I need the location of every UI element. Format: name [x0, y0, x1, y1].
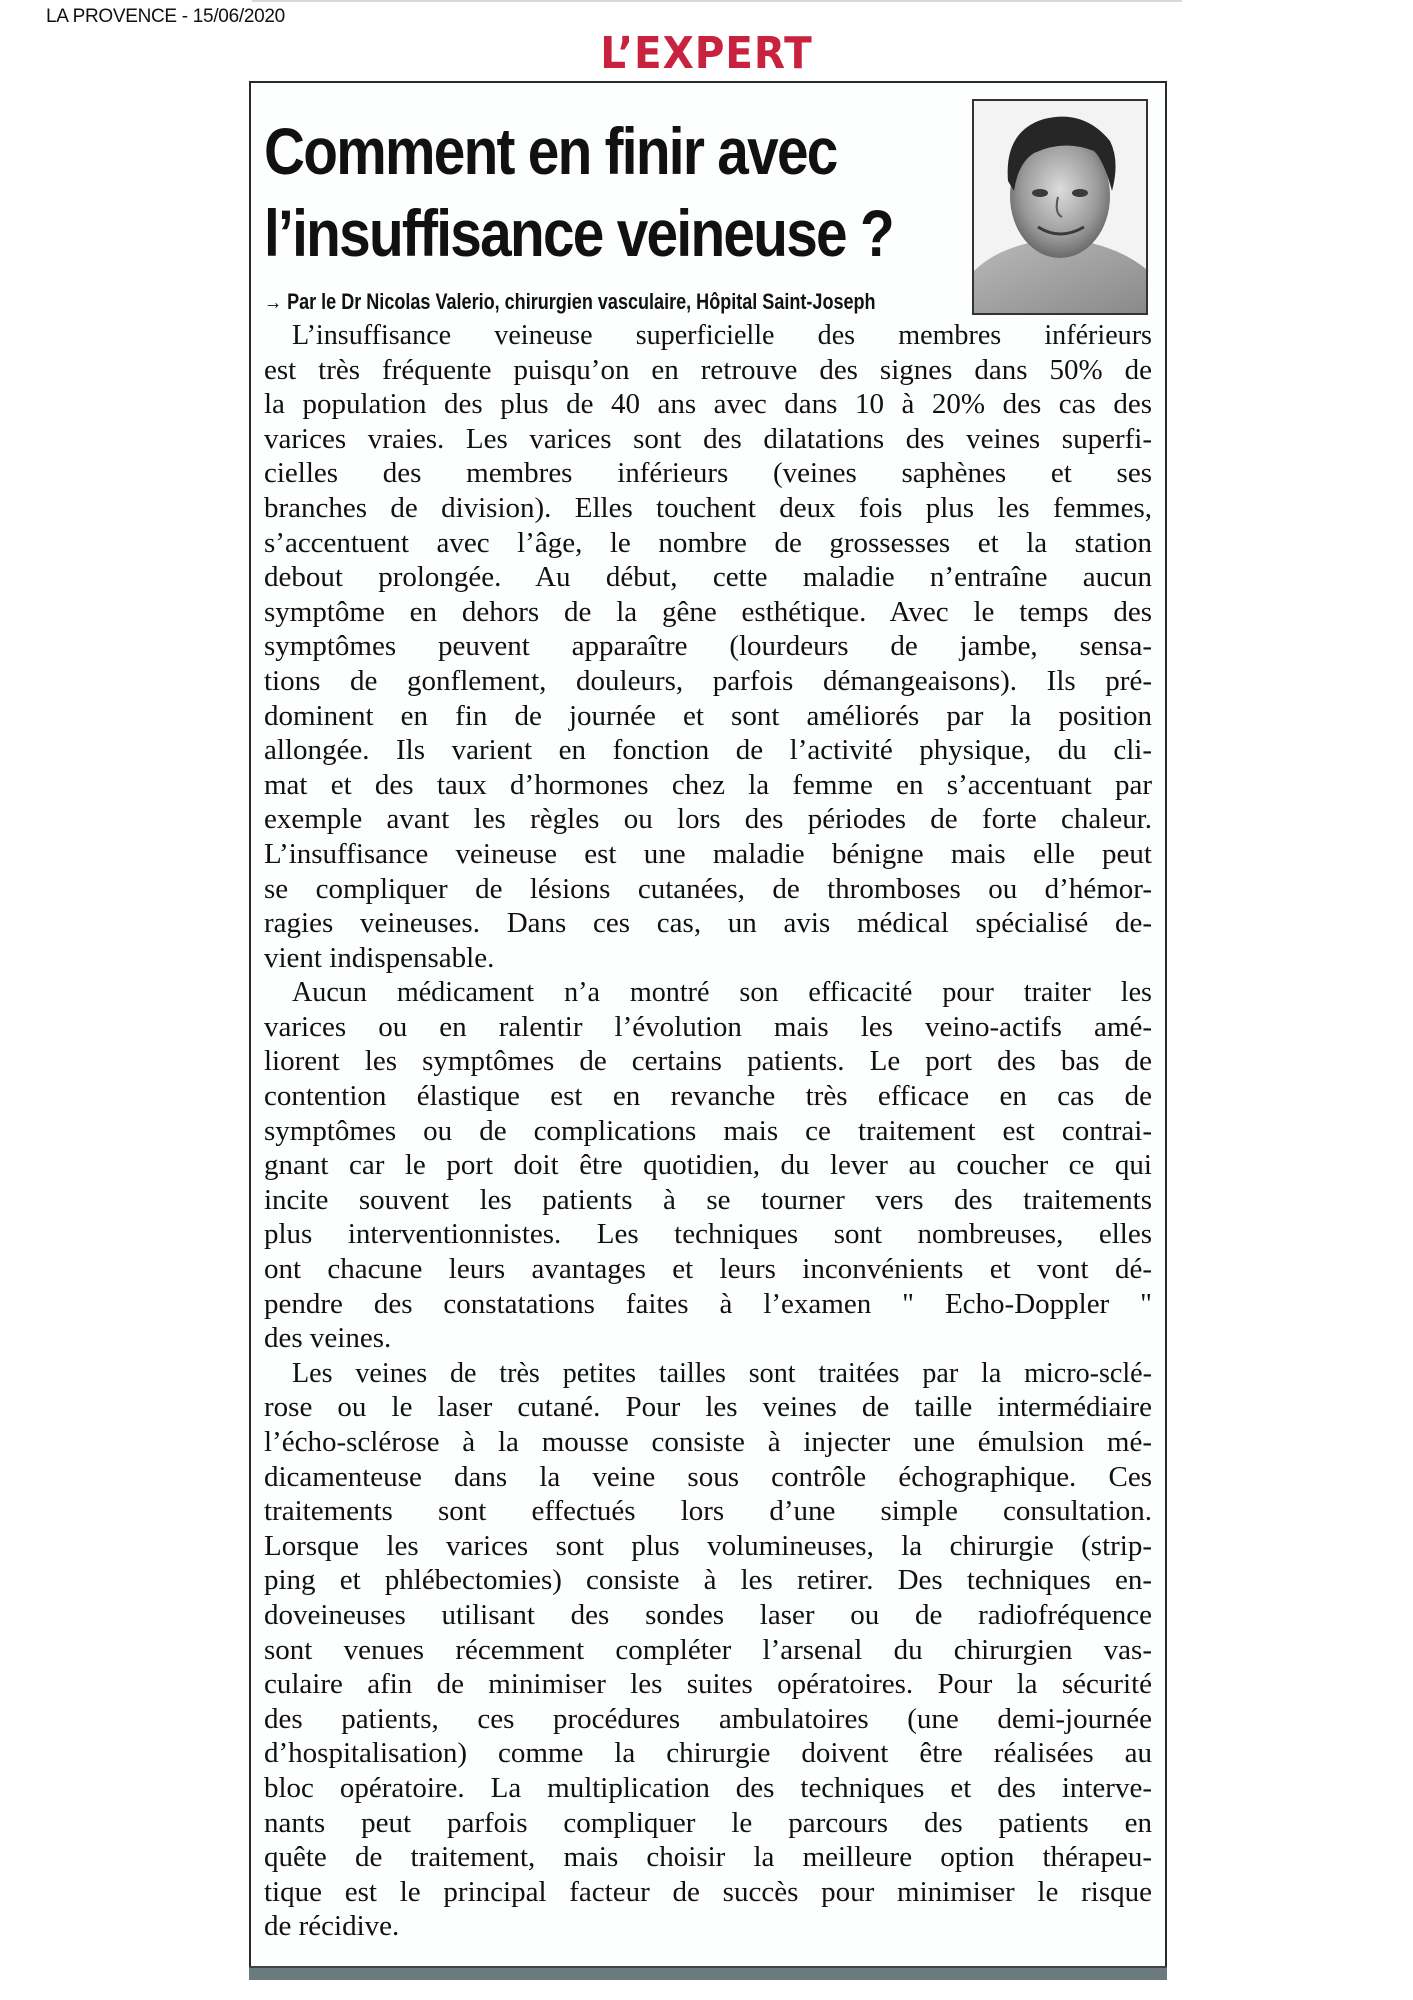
article-title	[264, 110, 893, 274]
article-line: la population des plus de 40 ans avec dans 10 à 20% des cas des	[264, 388, 1152, 421]
page-top-rule	[252, 0, 1182, 2]
article-line: gnant car le port doit être quotidien, du lever au coucher ce qui	[264, 1149, 1152, 1182]
section-rubric: L’EXPERT	[600, 28, 813, 79]
article-line: symptômes ou de complications mais ce traitement est contrai-	[264, 1114, 1152, 1147]
article-line: ont chacune leurs avantages et leurs inconvénients et vont dé-	[264, 1253, 1152, 1286]
article-line: traitements sont effectués lors d’une simple consultation.	[264, 1495, 1152, 1528]
author-portrait-image	[974, 101, 1146, 313]
article-line: doveineuses utilisant des sondes laser ou de radiofréquence	[264, 1598, 1152, 1631]
article-line: debout prolongée. Au début, cette maladie n’entraîne aucun	[264, 561, 1152, 594]
article-line: est très fréquente puisqu’on en retrouve des signes dans 50% de	[264, 353, 1152, 386]
article-line: se compliquer de lésions cutanées, de thromboses ou d’hémor-	[264, 872, 1152, 905]
article-line: d’hospitalisation) comme la chirurgie doivent être réalisées au	[264, 1737, 1152, 1770]
article-line: contention élastique est en revanche très efficace en cas de	[264, 1080, 1152, 1113]
article-line: tique est le principal facteur de succès pour minimiser le risque	[264, 1875, 1152, 1908]
arrow-right-icon: →	[264, 289, 283, 314]
bottom-bar	[249, 1966, 1167, 1980]
article-line: ragies veineuses. Dans ces cas, un avis médical spécialisé de-	[264, 907, 1152, 940]
article-line: s’accentuent avec l’âge, le nombre de grossesses et la station	[264, 526, 1152, 559]
article-paragraph	[264, 975, 1152, 1356]
article-byline	[264, 289, 876, 315]
source-label: LA PROVENCE - 15/06/2020	[46, 6, 285, 27]
article-title-line: Comment en finir avec	[264, 114, 837, 188]
article-line: dicamenteuse dans la veine sous contrôle échographique. Ces	[264, 1460, 1152, 1493]
article-line: nants peut parfois compliquer le parcours des patients en	[264, 1806, 1152, 1839]
article-line: Aucun médicament n’a montré son efficacité pour traiter les	[292, 976, 1152, 1009]
article-line: exemple avant les règles ou lors des périodes de forte chaleur.	[264, 803, 1152, 836]
byline-text: Par le Dr Nicolas Valerio, chirurgien vasculaire, Hôpital Saint-Joseph	[287, 289, 876, 314]
article-line: plus interventionnistes. Les techniques sont nombreuses, elles	[264, 1218, 1152, 1251]
article-line: culaire afin de minimiser les suites opératoires. Pour la sécurité	[264, 1668, 1152, 1701]
article-line: des patients, ces procédures ambulatoires (une demi-journée	[264, 1702, 1152, 1735]
article-line: varices ou en ralentir l’évolution mais les veino-actifs amé-	[264, 1010, 1152, 1043]
article-line: pendre des constatations faites à l’examen " Echo-Doppler "	[264, 1287, 1152, 1320]
article-line: varices vraies. Les varices sont des dilatations des veines superfi-	[264, 422, 1152, 455]
article-line: rose ou le laser cutané. Pour les veines de taille intermédiaire	[264, 1391, 1152, 1424]
article-line: Les veines de très petites tailles sont traitées par la micro-sclé-	[292, 1356, 1152, 1389]
article-paragraph	[264, 1356, 1152, 1944]
article-line: symptôme en dehors de la gêne esthétique. Avec le temps des	[264, 595, 1152, 628]
article-line: sont venues récemment compléter l’arsenal du chirurgien vas-	[264, 1633, 1152, 1666]
article-line: tions de gonflement, douleurs, parfois démangeaisons). Ils pré-	[264, 664, 1152, 697]
author-photo	[972, 99, 1148, 315]
article-paragraph	[264, 318, 1152, 975]
article-line: de récidive.	[264, 1910, 400, 1943]
article-line: allongée. Ils varient en fonction de l’activité physique, du cli-	[264, 734, 1152, 767]
article-line: incite souvent les patients à se tourner vers des traitements	[264, 1183, 1152, 1216]
article-line: L’insuffisance veineuse superficielle des membres inférieurs	[292, 319, 1152, 351]
article-line: mat et des taux d’hormones chez la femme en s’accentuant par	[264, 768, 1152, 801]
article-line: vient indispensable.	[264, 941, 495, 974]
article-line: quête de traitement, mais choisir la meilleure option thérapeu-	[264, 1841, 1152, 1874]
article-line: bloc opératoire. La multiplication des techniques et des interve-	[264, 1771, 1152, 1804]
article-body	[264, 318, 1152, 1944]
article-line: ping et phlébectomies) consiste à les retirer. Des techniques en-	[264, 1564, 1152, 1597]
article-line: liorent les symptômes de certains patients. Le port des bas de	[264, 1045, 1152, 1078]
article-line: dominent en fin de journée et sont améliorés par la position	[264, 699, 1152, 732]
article-line: l’écho-sclérose à la mousse consiste à injecter une émulsion mé-	[264, 1426, 1152, 1458]
article-line: symptômes peuvent apparaître (lourdeurs de jambe, sensa-	[264, 630, 1152, 663]
article-line: cielles des membres inférieurs (veines saphènes et ses	[264, 457, 1152, 490]
article-title-line: l’insuffisance veineuse ?	[264, 196, 893, 270]
article-line: Lorsque les varices sont plus volumineuses, la chirurgie (strip-	[264, 1529, 1152, 1562]
article-line: des veines.	[264, 1322, 392, 1355]
article-line: L’insuffisance veineuse est une maladie bénigne mais elle peut	[264, 837, 1152, 870]
article-line: branches de division). Elles touchent deux fois plus les femmes,	[264, 491, 1152, 524]
